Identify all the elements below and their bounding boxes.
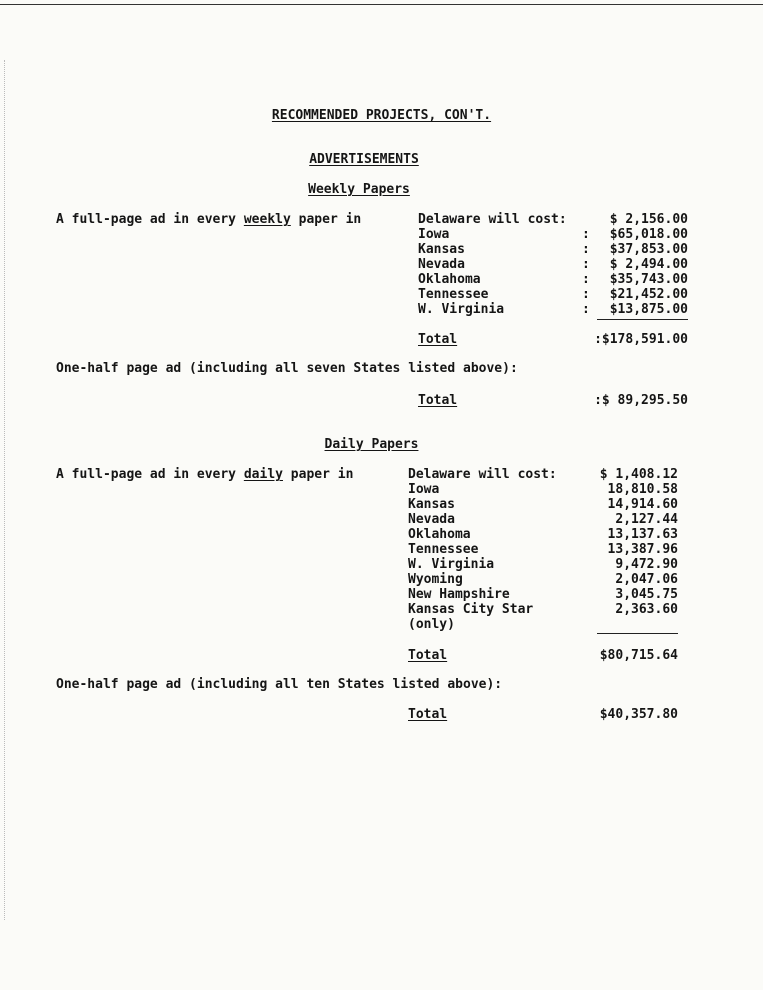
weekly-row-state: W. Virginia [418,302,505,317]
page-heading: RECOMMENDED PROJECTS, CON'T. [271,108,492,123]
weekly-intro-post: paper in [290,212,362,227]
weekly-row-state: Delaware will cost: [418,212,567,227]
daily-intro-underlined: daily [243,467,283,482]
weekly-row-amount: $37,853.00 [609,242,688,257]
daily-row-amount: 9,472.90 [615,557,678,572]
daily-row-amount: 14,914.60 [607,497,678,512]
daily-row-amount: 2,363.60 [615,602,678,617]
weekly-row-colon: : [582,302,590,317]
daily-row-state: Oklahoma [408,527,471,542]
weekly-sum-rule [597,319,688,320]
weekly-row-amount: $ 2,494.00 [609,257,688,272]
daily-row-amount: 18,810.58 [607,482,678,497]
weekly-row-state: Nevada [418,257,465,272]
daily-row-state: Delaware will cost: [408,467,557,482]
daily-row-state: (only) [408,617,455,632]
weekly-row-colon: : [582,227,590,242]
daily-row-state: Iowa [408,482,440,497]
weekly-row-colon: : [582,257,590,272]
weekly-row-colon: : [582,272,590,287]
daily-row-state: W. Virginia [408,557,495,572]
weekly-row-amount: $65,018.00 [609,227,688,242]
daily-row-state: Nevada [408,512,455,527]
weekly-half-total-value: :$ 89,295.50 [594,393,688,408]
weekly-row-colon: : [582,242,590,257]
weekly-row-amount: $21,452.00 [609,287,688,302]
daily-row-state: Kansas City Star [408,602,534,617]
weekly-half-total-label: Total [418,393,458,408]
weekly-total-label: Total [418,332,458,347]
daily-half-total-value: $40,357.80 [599,707,678,722]
daily-half-total-label: Total [408,707,448,722]
weekly-row-state: Tennessee [418,287,489,302]
weekly-row-amount: $13,875.00 [609,302,688,317]
weekly-half-text: One-half page ad (including all seven States listed above): [56,361,518,376]
daily-row-amount: 13,387.96 [607,542,678,557]
daily-row-amount: $ 1,408.12 [599,467,678,482]
weekly-row-amount: $ 2,156.00 [609,212,688,227]
daily-title: Daily Papers [324,437,419,452]
weekly-intro-pre: A full-page ad in every [56,212,244,227]
page-top-edge [0,4,763,5]
daily-intro-post: paper in [282,467,354,482]
daily-intro-pre: A full-page ad in every [56,467,244,482]
weekly-row-state: Kansas [418,242,465,257]
weekly-intro-underlined: weekly [243,212,291,227]
daily-row-amount: 2,127.44 [615,512,678,527]
daily-total-value: $80,715.64 [599,648,678,663]
daily-intro [56,467,353,482]
weekly-title: Weekly Papers [308,182,410,197]
weekly-row-state: Iowa [418,227,450,242]
daily-row-state: New Hampshire [408,587,510,602]
weekly-total-value: :$178,591.00 [594,332,688,347]
daily-row-state: Wyoming [408,572,463,587]
daily-row-amount: 2,047.06 [615,572,678,587]
daily-row-state: Kansas [408,497,455,512]
section-title: ADVERTISEMENTS [309,152,419,167]
daily-row-amount: 3,045.75 [615,587,678,602]
daily-half-text: One-half page ad (including all ten States listed above): [56,677,503,692]
weekly-row-state: Oklahoma [418,272,481,287]
daily-row-state: Tennessee [408,542,479,557]
daily-total-label: Total [408,648,448,663]
daily-sum-rule [597,633,678,634]
daily-row-amount: 13,137.63 [607,527,678,542]
weekly-intro [56,212,361,227]
weekly-row-amount: $35,743.00 [609,272,688,287]
weekly-row-colon: : [582,287,590,302]
